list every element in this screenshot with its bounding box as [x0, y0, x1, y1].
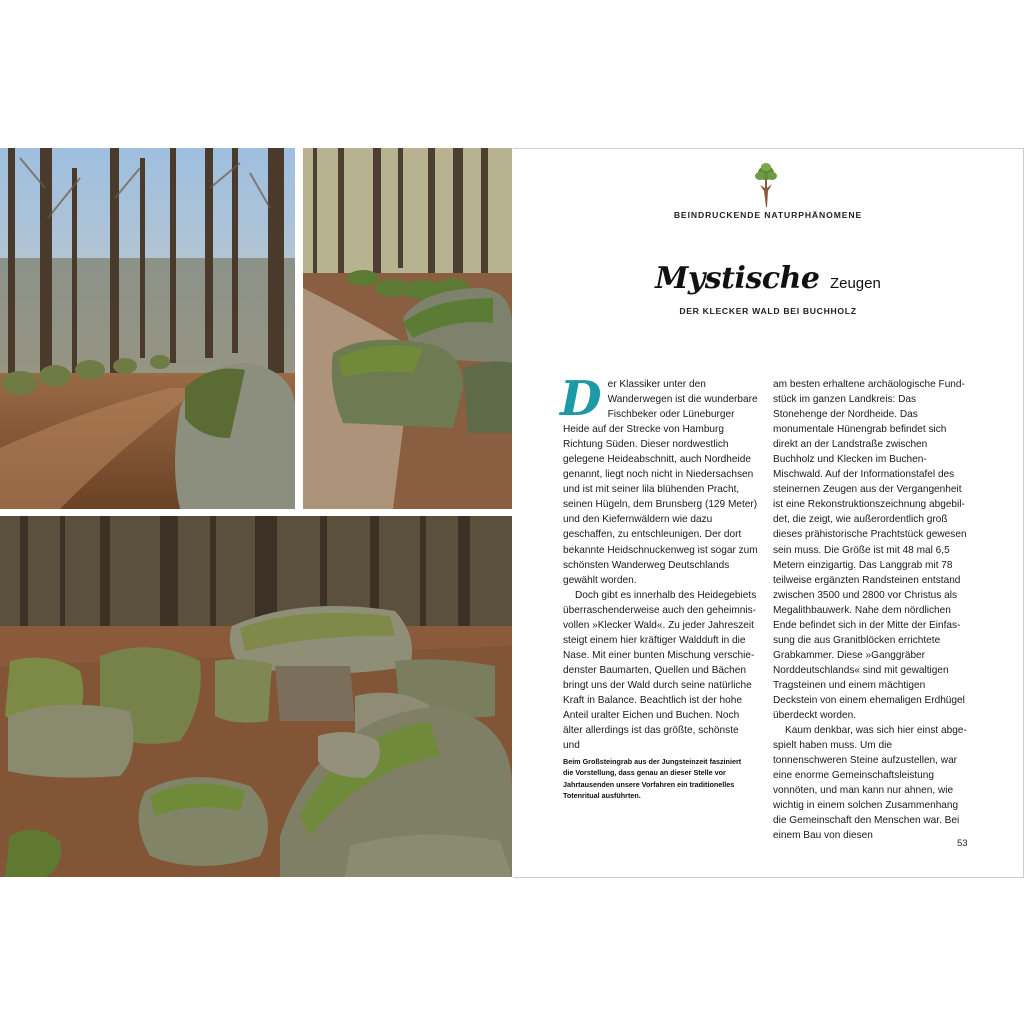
- text-page: [513, 148, 1024, 878]
- photo-caption: Beim Großsteingrab aus der Jungsteinzeit fasziniert die Vorstellung, dass genau an dieser Stelle vor Jahrtausenden unsere Vorfahren ein traditionelles Totenritual ausführten.: [563, 757, 742, 801]
- title-plain: Zeugen: [829, 275, 881, 292]
- paragraph: am besten erhaltene archäologische Fundstück im ganzen Landkreis: Das Stonehenge der Nordheide. Das monumentale Hünengrab befindet sich direkt an der Landstraße zwischen Buchholz und Klecken im Buchen-Mischwald. Auf der Informationstafel des steinernen Zeugen aus der Vergangenheit ist eine Rekonstruktionszeichnung abgebildet, die zeigt, wie außerordentlich groß dieses prähistorische Prachtstück gewesen sein muss. Die Größe ist mit 48 mal 6,5 Metern einzigartig. Das Langgrab mit 78 teilweise ergänzten Randsteinen entstand zwischen 3500 und 2800 vor Christus als Megalithbauwerk. Nahe dem nördlichen Ende befindet sich in der Mitte der Einfassung die aus Granitblöcken errichtete Grabkammer. Diese »Ganggräber Norddeutschlands« sind mit gewaltigen Tragsteinen und einem mächtigen Deckstein von einem ehemaligen Erdhügel überdeckt worden.: [773, 379, 967, 722]
- paragraph: Kaum denkbar, was sich hier einst abgespielt haben muss. Um die tonnenschweren Steine aufzustellen, war eine enorme Gemeinschaftsleistung vonnöten, und man kann nur ahnen, wie wichtig in einem solchen Zusammenhang die Gemeinschaft den Menschen war. Bei einem Bau von diesen: [773, 725, 967, 842]
- page-number: 53: [957, 838, 968, 849]
- paragraph: er Klassiker unter den Wanderwegen ist die wunderbare Fischbeker oder Lüneburger Heide auf der Strecke von Hamburg Richtung Süden. Dieser nordwestlich gelegene Heideabschnitt, auch Nordheide genannt, liegt noch nicht in Niedersachsen und ist mit seiner lila blühenden Pracht, seinen Hügeln, dem Brunsberg (129 Meter) und den Kiefernwäldern wie dazu geschaffen, zu entschleunigen. Der dort bekannte Heidschnuckenweg ist sogar zum schönsten Wanderweg Deutschlands gewählt worden.: [563, 379, 758, 586]
- photo-megalith-tomb: [0, 516, 512, 877]
- photo-stone-row: [303, 148, 512, 509]
- paragraph: Doch gibt es innerhalb des Heidegebiets überraschenderweise auch den geheimnisvollen »Klecker Wald«. Zu jeder Jahreszeit steigt einem hier kräftiger Waldduft in die Nase. Mit einer bunten Mischung verschiedenster Baumarten, Quellen und Bächen bringt uns der Wald durch seine natürliche Kraft in Balance. Beachtlich ist der hohe Anteil uralter Eichen und Buchen. Noch älter allerdings ist das größte, schönste und: [563, 589, 757, 752]
- article-title: [513, 261, 1023, 296]
- book-spread: [0, 148, 1024, 877]
- text-column-right: [773, 377, 968, 843]
- article-subtitle: DER KLECKER WALD BEI BUCHHOLZ: [679, 306, 857, 316]
- text-column-left: [560, 371, 758, 753]
- photo-forest-path: [0, 148, 295, 509]
- tree-figure-icon: [751, 161, 781, 207]
- title-script: Mystische: [655, 261, 820, 296]
- drop-cap: D: [560, 371, 602, 427]
- section-kicker: BEINDRUCKENDE NATURPHÄNOMENE: [673, 210, 863, 220]
